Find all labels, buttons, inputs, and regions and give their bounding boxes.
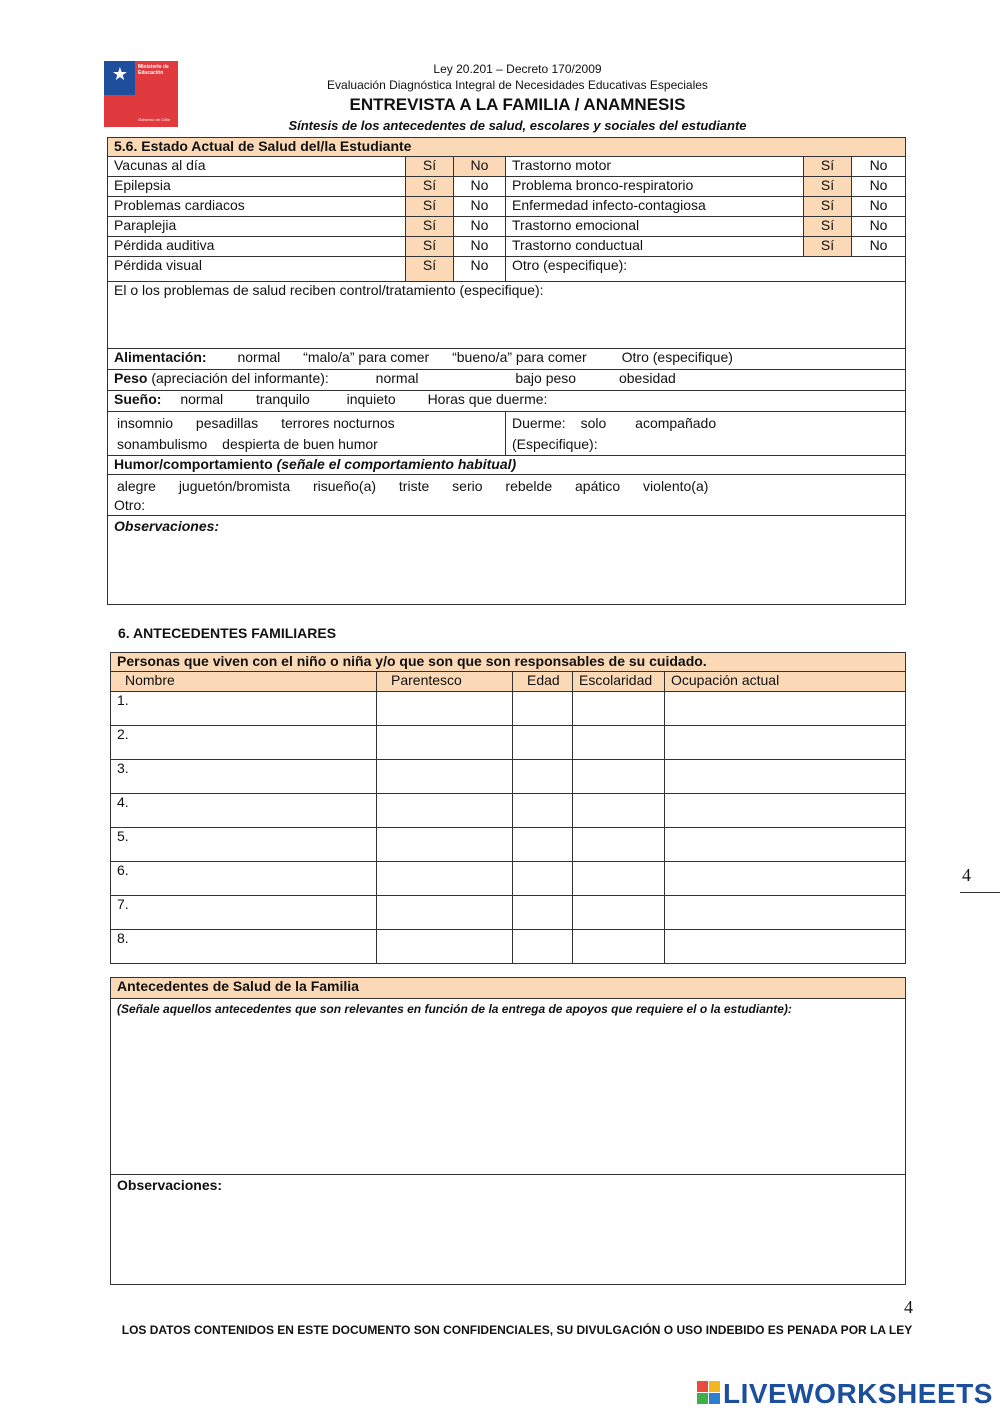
sleep-label: Sueño:	[114, 391, 162, 407]
weight-label: Peso	[114, 370, 148, 386]
schooling-cell[interactable]	[573, 760, 665, 794]
sleep-issues	[108, 412, 506, 456]
sleep-issue-option: terrores nocturnos	[281, 415, 395, 431]
sleep-row	[108, 391, 906, 412]
health-item: Trastorno motor	[506, 157, 804, 177]
schooling-cell[interactable]	[573, 862, 665, 896]
family-row-number[interactable]: 7.	[111, 896, 377, 930]
weight-row	[108, 370, 906, 391]
sleeps-specify[interactable]: (Especifique):	[512, 436, 598, 452]
mood-option: serio	[452, 478, 483, 494]
family-row-number[interactable]: 2.	[111, 726, 377, 760]
health-heading: 5.6. Estado Actual de Salud del/la Estudiante	[108, 138, 906, 157]
feeding-option: “bueno/a” para comer	[452, 349, 587, 365]
ministerio-logo	[104, 61, 178, 127]
weight-option: obesidad	[618, 370, 676, 386]
family-row-number[interactable]: 8.	[111, 930, 377, 964]
age-cell[interactable]	[513, 794, 573, 828]
sleep-issue-option: insomnio	[117, 415, 174, 431]
no-cell[interactable]: No	[454, 217, 506, 237]
occupation-cell[interactable]	[665, 828, 906, 862]
family-section-title: 6. ANTECEDENTES FAMILIARES	[118, 625, 337, 641]
sleep-issue-option: pesadillas	[195, 415, 259, 431]
feeding-row	[108, 349, 906, 370]
mood-label: Humor/comportamiento	[114, 456, 273, 472]
yes-cell[interactable]: Sí	[804, 177, 852, 197]
health-observations[interactable]: Observaciones:	[108, 516, 906, 605]
mood-option: apático	[575, 478, 621, 494]
no-cell[interactable]: No	[852, 177, 906, 197]
mood-option: risueño(a)	[313, 478, 377, 494]
age-cell[interactable]	[513, 930, 573, 964]
feeding-label: Alimentación:	[114, 349, 207, 365]
feeding-option: Otro (especifique)	[621, 349, 733, 365]
yes-cell[interactable]: Sí	[406, 217, 454, 237]
kinship-cell[interactable]	[377, 930, 513, 964]
kinship-cell[interactable]	[377, 862, 513, 896]
kinship-cell[interactable]	[377, 896, 513, 930]
logo-footer: Gobierno de Chile	[138, 117, 171, 122]
yes-cell[interactable]: Sí	[406, 177, 454, 197]
yes-cell[interactable]: Sí	[406, 237, 454, 257]
health-item: Trastorno emocional	[506, 217, 804, 237]
column-header: Nombre	[111, 672, 377, 692]
column-header: Ocupación actual	[665, 672, 906, 692]
divider	[960, 892, 1000, 893]
health-item: Vacunas al día	[108, 157, 406, 177]
yes-cell[interactable]: Sí	[406, 257, 454, 282]
sleeps-option: acompañado	[635, 415, 717, 431]
sleep-option: tranquilo	[256, 391, 310, 407]
no-cell[interactable]: No	[852, 157, 906, 177]
mood-option: rebelde	[505, 478, 553, 494]
family-heading: Personas que viven con el niño o niña y/o que son que son responsables de su cuidado.	[111, 653, 906, 672]
weight-label-rest: (apreciación del informante):	[151, 370, 329, 386]
mood-heading	[108, 456, 906, 475]
family-health-field[interactable]: (Señale aquellos antecedentes que son relevantes en función de la entrega de apoyos que requiere el o la estudiante):	[111, 999, 906, 1175]
column-header: Escolaridad	[573, 672, 665, 692]
health-item: Trastorno conductual	[506, 237, 804, 257]
yes-cell[interactable]: Sí	[804, 197, 852, 217]
other-specify[interactable]: Otro (especifique):	[506, 257, 906, 282]
family-row-number[interactable]: 6.	[111, 862, 377, 896]
yes-cell[interactable]: Sí	[804, 237, 852, 257]
family-observations[interactable]: Observaciones:	[111, 1175, 906, 1285]
sleeps-with	[506, 412, 906, 456]
health-item: Problema bronco-respiratorio	[506, 177, 804, 197]
liveworksheets-watermark	[697, 1378, 993, 1410]
occupation-cell[interactable]	[665, 760, 906, 794]
occupation-cell[interactable]	[665, 930, 906, 964]
age-cell[interactable]	[513, 828, 573, 862]
feeding-option: “malo/a” para comer	[303, 349, 430, 365]
family-health-table	[110, 977, 906, 1285]
no-cell[interactable]: No	[454, 177, 506, 197]
weight-option: normal	[375, 370, 419, 386]
age-cell[interactable]	[513, 692, 573, 726]
treatment-field[interactable]: El o los problemas de salud reciben control/tratamiento (especifique):	[108, 282, 906, 349]
mood-option: juguetón/bromista	[178, 478, 291, 494]
page-title: ENTREVISTA A LA FAMILIA / ANAMNESIS	[349, 95, 686, 114]
family-row-number[interactable]: 1.	[111, 692, 377, 726]
no-cell[interactable]: No	[454, 197, 506, 217]
family-row-number[interactable]: 5.	[111, 828, 377, 862]
schooling-cell[interactable]	[573, 726, 665, 760]
column-header: Parentesco	[377, 672, 513, 692]
age-cell[interactable]	[513, 862, 573, 896]
mood-hint: (señale el comportamiento habitual)	[276, 456, 517, 472]
occupation-cell[interactable]	[665, 896, 906, 930]
watermark-text: LIVEWORKSHEETS	[723, 1378, 993, 1409]
schooling-cell[interactable]	[573, 930, 665, 964]
confidentiality-footer: LOS DATOS CONTENIDOS EN ESTE DOCUMENTO SON CONFIDENCIALES, SU DIVULGACIÓN O USO INDEBIDO ES PENADA POR LA LEY	[121, 1323, 913, 1337]
sleep-issue-option: despierta de buen humor	[222, 436, 378, 452]
sleep-option: inquieto	[346, 391, 396, 407]
occupation-cell[interactable]	[665, 726, 906, 760]
schooling-cell[interactable]	[573, 692, 665, 726]
health-status-table	[107, 137, 906, 605]
schooling-cell[interactable]	[573, 896, 665, 930]
health-item: Pérdida auditiva	[108, 237, 406, 257]
sleep-hours[interactable]: Horas que duerme:	[427, 391, 548, 407]
evaluation-title: Evaluación Diagnóstica Integral de Necesidades Educativas Especiales	[327, 78, 708, 92]
kinship-cell[interactable]	[377, 828, 513, 862]
family-row-number[interactable]: 3.	[111, 760, 377, 794]
feeding-option: normal	[237, 349, 281, 365]
health-item: Problemas cardiacos	[108, 197, 406, 217]
no-cell[interactable]: No	[852, 217, 906, 237]
page-subtitle: Síntesis de los antecedentes de salud, escolares y sociales del estudiante	[288, 118, 747, 133]
age-cell[interactable]	[513, 896, 573, 930]
family-health-heading: Antecedentes de Salud de la Familia	[111, 978, 906, 999]
kinship-cell[interactable]	[377, 726, 513, 760]
age-cell[interactable]	[513, 760, 573, 794]
no-cell[interactable]: No	[852, 197, 906, 217]
no-cell[interactable]: No	[852, 237, 906, 257]
yes-cell[interactable]: Sí	[406, 197, 454, 217]
schooling-cell[interactable]	[573, 828, 665, 862]
page-number: 4	[904, 1297, 913, 1317]
yes-cell[interactable]: Sí	[804, 157, 852, 177]
occupation-cell[interactable]	[665, 794, 906, 828]
health-item: Paraplejia	[108, 217, 406, 237]
no-cell[interactable]: No	[454, 237, 506, 257]
mood-option: alegre	[117, 478, 156, 494]
family-members-table	[110, 652, 906, 964]
health-item: Pérdida visual	[108, 257, 406, 282]
law-reference: Ley 20.201 – Decreto 170/2009	[433, 62, 602, 76]
family-row-number[interactable]: 4.	[111, 794, 377, 828]
column-header: Edad	[513, 672, 573, 692]
star-icon: ★	[111, 64, 129, 84]
mood-other[interactable]: Otro:	[114, 497, 146, 513]
schooling-cell[interactable]	[573, 794, 665, 828]
liveworksheets-logo-icon	[697, 1381, 721, 1405]
health-item: Enfermedad infecto-contagiosa	[506, 197, 804, 217]
sleeps-option: solo	[580, 415, 607, 431]
weight-option: bajo peso	[515, 370, 577, 386]
kinship-cell[interactable]	[377, 794, 513, 828]
yes-cell[interactable]: Sí	[406, 157, 454, 177]
page-number: 4	[962, 865, 971, 885]
no-cell[interactable]: No	[454, 257, 506, 282]
health-item: Epilepsia	[108, 177, 406, 197]
mood-option: violento(a)	[643, 478, 709, 494]
sleep-issue-option: sonambulismo	[117, 436, 208, 452]
logo-text: Ministerio de Educación	[138, 64, 169, 76]
no-cell[interactable]: No	[454, 157, 506, 177]
kinship-cell[interactable]	[377, 692, 513, 726]
occupation-cell[interactable]	[665, 692, 906, 726]
age-cell[interactable]	[513, 726, 573, 760]
mood-options	[108, 475, 906, 516]
kinship-cell[interactable]	[377, 760, 513, 794]
yes-cell[interactable]: Sí	[804, 217, 852, 237]
mood-option: triste	[398, 478, 430, 494]
occupation-cell[interactable]	[665, 862, 906, 896]
sleep-option: normal	[180, 391, 224, 407]
sleeps-label: Duerme:	[512, 415, 566, 431]
